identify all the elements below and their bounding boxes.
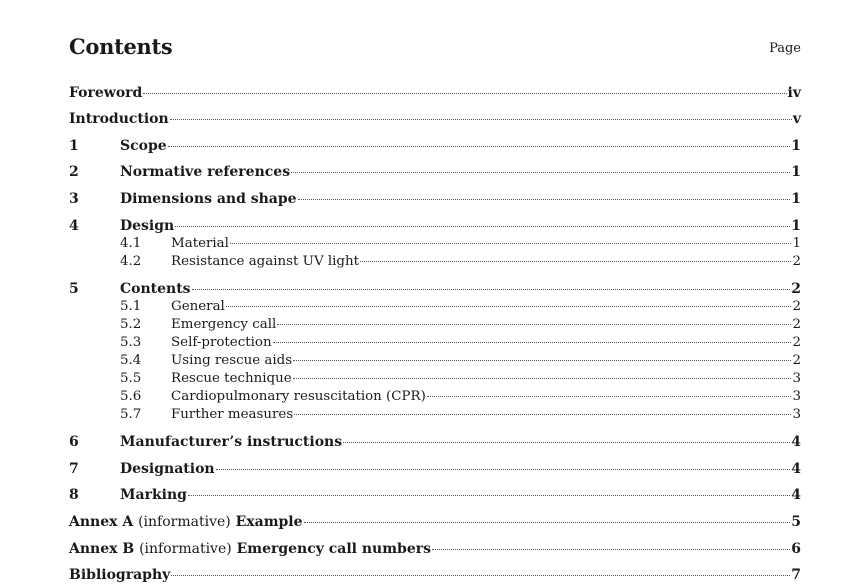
toc-subsection-number: 4.1 (120, 236, 142, 251)
toc-page-number: v (792, 111, 801, 127)
toc-entry-label: Resistance against UV light (171, 254, 360, 269)
toc-entry-label: Dimensions and shape (120, 191, 297, 207)
toc-entry-introduction[interactable] (69, 111, 801, 129)
dot-leader (293, 359, 791, 361)
toc-entry-designation[interactable] (69, 461, 801, 479)
toc-page-number: 2 (792, 317, 801, 332)
toc-entry-foreword[interactable] (69, 85, 801, 103)
dot-leader (304, 521, 791, 523)
toc-entry-label: Designation (120, 461, 215, 477)
toc-entry-dimensions[interactable] (69, 191, 801, 209)
toc-page-number: iv (787, 85, 801, 101)
toc-page-number: 4 (791, 434, 801, 450)
toc-entry-label: Material (171, 236, 229, 251)
dot-leader (192, 288, 791, 290)
toc-entry-bibliography[interactable] (69, 567, 801, 585)
toc-entry-label: Introduction (69, 111, 169, 127)
toc-entry-label: Further measures (171, 407, 294, 422)
toc-page-number: 1 (791, 138, 801, 154)
toc-page-number: 5 (791, 514, 801, 530)
toc-entry-annex-a[interactable] (69, 514, 801, 532)
toc-entry-label: Manufacturer’s instructions (120, 434, 343, 450)
toc-entry-label: Bibliography (69, 567, 171, 583)
toc-page-number: 3 (792, 371, 801, 386)
dot-leader (427, 395, 792, 397)
toc-subsection-number: 5.5 (120, 371, 142, 386)
toc-subsection-number: 5.7 (120, 407, 142, 422)
toc-entry-annex-b[interactable] (69, 541, 801, 559)
dot-leader (294, 413, 791, 415)
table-of-contents (69, 0, 801, 583)
toc-entry-label: Using rescue aids (171, 353, 293, 368)
toc-entry-label: Emergency call (171, 317, 277, 332)
toc-entry-label: Foreword (69, 85, 143, 101)
annex-title: Emergency call numbers (236, 541, 431, 557)
toc-section-number: 7 (69, 461, 79, 477)
toc-entry-design[interactable] (69, 218, 801, 236)
toc-page-number: 3 (792, 389, 801, 404)
toc-entry-label: Contents (120, 281, 191, 297)
toc-section-number: 2 (69, 164, 79, 180)
dot-leader (226, 305, 792, 307)
toc-subsection-number: 5.6 (120, 389, 142, 404)
toc-subsection-number: 5.4 (120, 353, 142, 368)
toc-page-number: 2 (792, 254, 801, 269)
annex-prefix: Annex B (69, 541, 135, 557)
page-title: Contents (69, 34, 173, 59)
dot-leader (291, 171, 790, 173)
toc-page-number: 1 (791, 164, 801, 180)
toc-section-number: 6 (69, 434, 79, 450)
toc-page-number: 4 (791, 461, 801, 477)
toc-subentry-emergency-call[interactable] (69, 317, 801, 335)
dot-leader (343, 441, 790, 443)
toc-subsection-number: 5.1 (120, 299, 142, 314)
toc-section-number: 3 (69, 191, 79, 207)
toc-entry-label (69, 514, 303, 530)
toc-subentry-cpr[interactable] (69, 389, 801, 407)
toc-page-number: 1 (791, 191, 801, 207)
toc-section-number: 5 (69, 281, 79, 297)
toc-entry-marking[interactable] (69, 487, 801, 505)
toc-section-number: 4 (69, 218, 79, 234)
toc-section-number: 8 (69, 487, 79, 503)
dot-leader (432, 548, 790, 550)
annex-note: (informative) (139, 541, 232, 557)
toc-subentry-uv-resistance[interactable] (69, 254, 801, 272)
toc-subentry-self-protection[interactable] (69, 335, 801, 353)
toc-entry-label: Normative references (120, 164, 291, 180)
toc-page-number: 1 (791, 218, 801, 234)
dot-leader (143, 92, 786, 94)
toc-subsection-number: 4.2 (120, 254, 142, 269)
toc-entry-label: Rescue technique (171, 371, 292, 386)
toc-subentry-general[interactable] (69, 299, 801, 317)
toc-entry-label: General (171, 299, 225, 314)
toc-entry-label: Self-protection (171, 335, 272, 350)
toc-subentry-further-measures[interactable] (69, 407, 801, 425)
dot-leader (188, 494, 790, 496)
toc-page-number: 2 (791, 281, 801, 297)
toc-page-number: 2 (792, 353, 801, 368)
toc-subentry-rescue-technique[interactable] (69, 371, 801, 389)
dot-leader (273, 341, 792, 343)
toc-page-number: 1 (792, 236, 801, 251)
toc-entry-label: Marking (120, 487, 187, 503)
annex-title: Example (235, 514, 303, 530)
toc-page-number: 6 (791, 541, 801, 557)
dot-leader (175, 225, 790, 227)
toc-section-number: 1 (69, 138, 79, 154)
dot-leader (230, 242, 792, 244)
toc-page-number: 7 (791, 567, 801, 583)
dot-leader (168, 145, 791, 147)
toc-entry-manufacturer-instructions[interactable] (69, 434, 801, 452)
dot-leader (171, 574, 790, 576)
toc-entry-label (69, 541, 431, 557)
dot-leader (170, 118, 792, 120)
toc-subentry-material[interactable] (69, 236, 801, 254)
toc-subentry-rescue-aids[interactable] (69, 353, 801, 371)
toc-page-number: 2 (792, 299, 801, 314)
dot-leader (298, 198, 791, 200)
dot-leader (277, 323, 791, 325)
annex-prefix: Annex A (69, 514, 134, 530)
toc-entry-scope[interactable] (69, 138, 801, 156)
toc-subsection-number: 5.3 (120, 335, 142, 350)
toc-entry-label: Design (120, 218, 175, 234)
toc-subsection-number: 5.2 (120, 317, 142, 332)
dot-leader (360, 260, 791, 262)
toc-entry-normative-references[interactable] (69, 164, 801, 182)
dot-leader (216, 468, 791, 470)
toc-page-number: 4 (791, 487, 801, 503)
toc-page-number: 2 (792, 335, 801, 350)
toc-entry-label: Scope (120, 138, 167, 154)
toc-entry-label: Cardiopulmonary resuscitation (CPR) (171, 389, 426, 404)
dot-leader (293, 377, 792, 379)
toc-entry-contents[interactable] (69, 281, 801, 299)
annex-note: (informative) (138, 514, 231, 530)
page-column-label: Page (769, 41, 801, 56)
toc-page-number: 3 (792, 407, 801, 422)
